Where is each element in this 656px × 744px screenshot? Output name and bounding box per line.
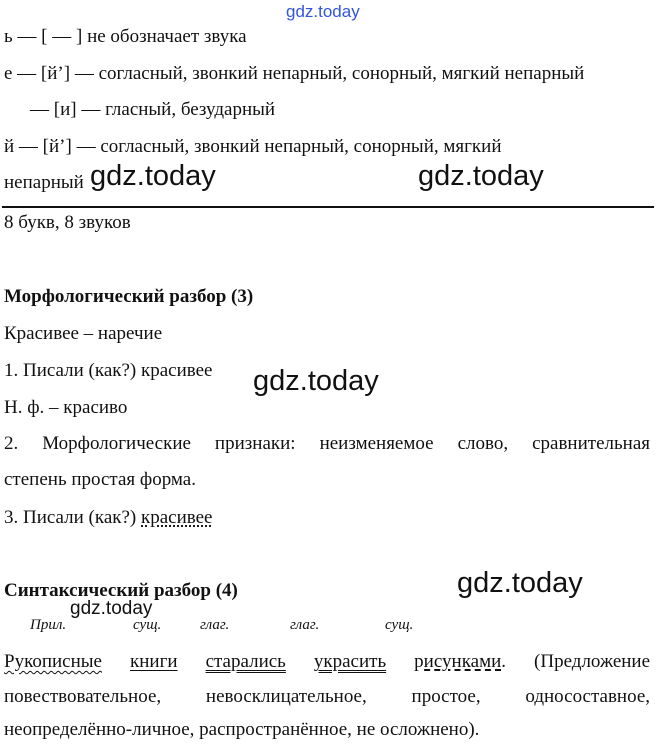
synt-line-2: повествовательное, невосклицательное, простое, односоставное, — [4, 686, 650, 707]
synt-line-3: неопределённо-личное, распространённое, не осложнено). — [4, 719, 480, 740]
morph-line-3: Н. ф. – красиво — [4, 397, 128, 418]
sentence-word-5: рисунками — [414, 651, 502, 672]
letters-sounds-summary: 8 букв, 8 звуков — [4, 212, 131, 233]
watermark-3: gdz.today — [253, 365, 379, 397]
morph-line-1: Красивее – наречие — [4, 323, 163, 344]
phonetic-line-3: — [и] — гласный, безударный — [30, 99, 276, 120]
sentence-word-2: книги — [130, 651, 178, 672]
annotation-adj: Прил. — [30, 617, 67, 633]
phonetic-line-4: й — [й’] — согласный, звонкий непарный, сонорный, мягкий — [4, 136, 502, 157]
morph-line-6 — [4, 507, 213, 529]
morph-line-6-prefix: 3. Писали (как?) — [4, 507, 141, 528]
sentence-word-4: украсить — [313, 651, 387, 672]
morph-line-6-word: красивее — [141, 507, 213, 528]
phonetic-line-5: непарный — [4, 172, 84, 193]
synt-sentence-line — [4, 651, 650, 673]
morph-line-2: 1. Писали (как?) красивее — [4, 360, 213, 381]
sentence-word-3: старались — [205, 651, 286, 672]
watermark-4: gdz.today — [457, 567, 583, 599]
sentence-tail: . (Предложение — [501, 651, 651, 672]
morph-line-4: 2. Морфологические признаки: неизменяемое слово, сравнительная — [4, 433, 650, 454]
annotation-verb-1: глаг. — [200, 617, 230, 633]
watermark-5: gdz.today — [70, 598, 153, 619]
annotation-noun-2: сущ. — [385, 617, 414, 633]
morph-heading: Морфологический разбор (3) — [4, 286, 254, 307]
phonetic-line-1: ь — [ — ] не обозначает звука — [4, 26, 247, 47]
watermark-top: gdz.today — [286, 2, 360, 21]
watermark-2: gdz.today — [418, 160, 544, 192]
watermark-1: gdz.today — [90, 160, 216, 192]
synt-heading: Синтаксический разбор (4) — [4, 580, 238, 601]
annotation-verb-2: глаг. — [290, 617, 320, 633]
annotation-noun-1: сущ. — [133, 617, 162, 633]
divider — [2, 206, 654, 208]
phonetic-line-2: е — [й’] — согласный, звонкий непарный, сонорный, мягкий непарный — [4, 63, 585, 84]
sentence-word-1: Рукописные — [4, 651, 102, 672]
morph-line-5: степень простая форма. — [4, 469, 196, 490]
